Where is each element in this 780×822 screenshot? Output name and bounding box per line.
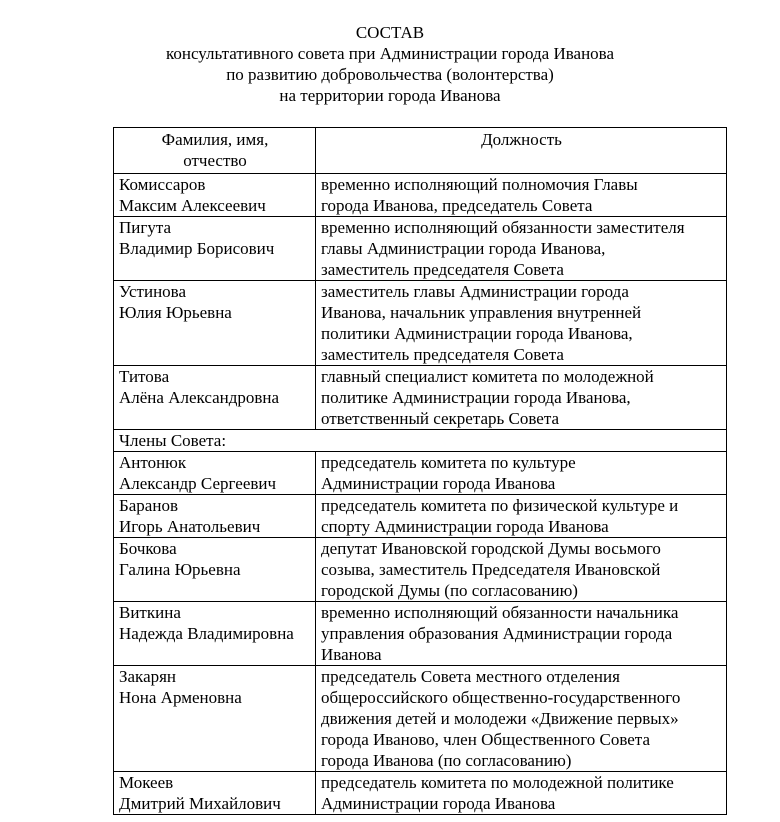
person-name <box>114 495 316 538</box>
person-position <box>316 366 727 430</box>
person-name-line: Пигута <box>119 218 172 237</box>
person-name-line: Титова <box>119 367 170 386</box>
header-position: Должность <box>316 128 727 174</box>
person-position-line: Администрации города Иванова <box>321 474 556 493</box>
person-position-line: председатель комитета по культуре <box>321 453 576 472</box>
person-position-line: временно исполняющий обязанности заместителя <box>321 218 685 237</box>
person-position-line: главный специалист комитета по молодежной <box>321 367 654 386</box>
person-name-line: Алёна Александровна <box>119 388 280 407</box>
person-name-line: Александр Сергеевич <box>119 474 277 493</box>
members-heading: Члены Совета: <box>114 430 727 452</box>
person-name <box>114 772 316 815</box>
person-position-line: Администрации города Иванова <box>321 794 556 813</box>
table-row <box>114 495 727 538</box>
person-name-line: Бочкова <box>119 539 177 558</box>
person-name-line: Дмитрий Михайлович <box>119 794 281 813</box>
person-name <box>114 666 316 772</box>
table-row <box>114 366 727 430</box>
person-position-line: движения детей и молодежи «Движение первых» <box>321 709 679 728</box>
table-row <box>114 772 727 815</box>
title-line-3: по развитию добровольчества (волонтерства) <box>226 65 554 84</box>
person-position-line: заместитель председателя Совета <box>321 345 564 364</box>
title-line-2: консультативного совета при Администрации города Иванова <box>165 44 615 63</box>
person-position-line: заместитель главы Администрации города <box>321 282 629 301</box>
document-title <box>0 22 780 106</box>
person-name-line: Комиссаров <box>119 175 206 194</box>
person-position-line: управления образования Администрации города <box>321 624 673 643</box>
person-position-line: Иванова <box>321 645 382 664</box>
person-name-line: Игорь Анатольевич <box>119 517 261 536</box>
person-position-line: созыва, заместитель Председателя Ивановской <box>321 560 661 579</box>
person-position-line: Иванова, начальник управления внутренней <box>321 303 642 322</box>
header-name-line: отчество <box>183 151 247 170</box>
person-position-line: городской Думы (по согласованию) <box>321 581 578 600</box>
person-name-line: Виткина <box>119 603 181 622</box>
person-position-line: депутат Ивановской городской Думы восьмого <box>321 539 661 558</box>
council-roster-table <box>113 127 727 815</box>
person-position-line: политики Администрации города Иванова, <box>321 324 633 343</box>
person-name <box>114 452 316 495</box>
person-name <box>114 366 316 430</box>
person-position-line: главы Администрации города Иванова, <box>321 239 606 258</box>
table-row <box>114 602 727 666</box>
table-row <box>114 217 727 281</box>
table-row <box>114 281 727 366</box>
members-heading-row <box>114 430 727 452</box>
table-row <box>114 666 727 772</box>
person-position-line: председатель Совета местного отделения <box>321 667 620 686</box>
person-position-line: общероссийского общественно-государственного <box>321 688 681 707</box>
person-name-line: Юлия Юрьевна <box>119 303 232 322</box>
table-row <box>114 174 727 217</box>
person-position-line: политике Администрации города Иванова, <box>321 388 631 407</box>
table-row <box>114 538 727 602</box>
person-position <box>316 281 727 366</box>
person-name <box>114 174 316 217</box>
person-name-line: Баранов <box>119 496 178 515</box>
person-position <box>316 495 727 538</box>
title-line-4: на территории города Иванова <box>279 86 501 105</box>
person-position <box>316 174 727 217</box>
person-position-line: председатель комитета по молодежной политике <box>321 773 674 792</box>
person-name-line: Закарян <box>119 667 177 686</box>
person-name-line: Владимир Борисович <box>119 239 275 258</box>
person-position-line: председатель комитета по физической культуре и <box>321 496 679 515</box>
person-position <box>316 452 727 495</box>
person-position-line: заместитель председателя Совета <box>321 260 564 279</box>
person-name-line: Мокеев <box>119 773 174 792</box>
person-position-line: временно исполняющий полномочия Главы <box>321 175 638 194</box>
person-position-line: города Иванова, председатель Совета <box>321 196 593 215</box>
person-name-line: Галина Юрьевна <box>119 560 241 579</box>
person-position <box>316 602 727 666</box>
person-name-line: Надежда Владимировна <box>119 624 294 643</box>
person-name <box>114 602 316 666</box>
header-name-line: Фамилия, имя, <box>161 130 269 149</box>
table-header-row <box>114 128 727 174</box>
person-position <box>316 666 727 772</box>
header-name <box>114 128 316 174</box>
person-position-line: спорту Администрации города Иванова <box>321 517 609 536</box>
title-line-1: СОСТАВ <box>355 23 425 42</box>
person-position-line: города Иванова (по согласованию) <box>321 751 572 770</box>
person-name-line: Антонюк <box>119 453 187 472</box>
person-position <box>316 217 727 281</box>
person-position-line: временно исполняющий обязанности начальника <box>321 603 679 622</box>
table-row <box>114 452 727 495</box>
person-position-line: ответственный секретарь Совета <box>321 409 560 428</box>
person-position <box>316 538 727 602</box>
person-name <box>114 281 316 366</box>
person-name <box>114 217 316 281</box>
members-heading-section <box>114 430 727 452</box>
person-name <box>114 538 316 602</box>
person-position-line: города Иваново, член Общественного Совета <box>321 730 650 749</box>
person-name-line: Нона Арменовна <box>119 688 242 707</box>
person-position <box>316 772 727 815</box>
leadership-rows <box>114 174 727 430</box>
person-name-line: Максим Алексеевич <box>119 196 266 215</box>
person-name-line: Устинова <box>119 282 187 301</box>
member-rows <box>114 452 727 815</box>
